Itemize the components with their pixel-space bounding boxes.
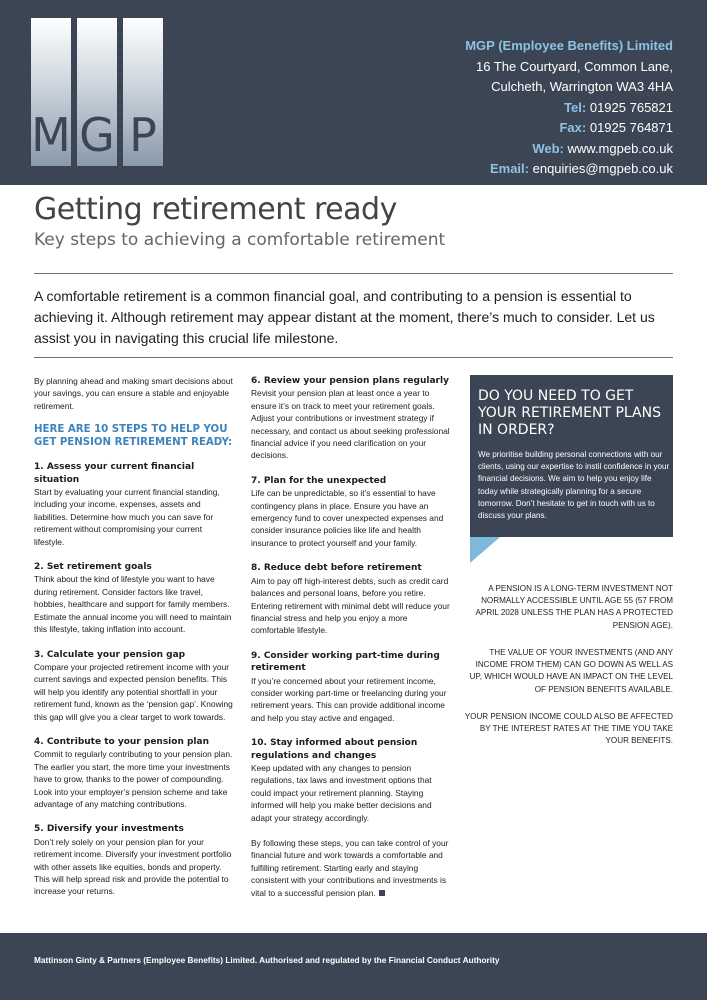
step-1	[34, 461, 234, 548]
web-line	[465, 139, 673, 160]
column-middle	[251, 375, 451, 899]
step-body: Revisit your pension plan at least once a year to ensure it’s on track to meet your retirement goals. Adjust your contributions or investment strategy if necessary, and contact us about seeking professional financial advice if you need clarification on your decisions.	[251, 388, 450, 461]
callout-body: We prioritise building personal connections with our clients, using our expertise to instil confidence in your financial decisions. We aim to help you enjoy life today while strategically planning for a secure tomorrow. Don’t hesitate to get in touch with us to discuss your plans.	[478, 450, 670, 521]
footer-text: Mattinson Ginty & Partners (Employee Benefits) Limited. Authorised and regulated by the Financial Conduct Authority	[34, 955, 500, 965]
step-body: Commit to regularly contributing to your pension plan. The earlier you start, the more time your investments have to grow, thanks to the power of compounding. Look into your employer’s pension scheme and take advantage of any matching contributions.	[34, 749, 233, 809]
web-label: Web:	[532, 140, 564, 156]
email-label: Email:	[489, 161, 529, 176]
step-7	[251, 475, 451, 549]
header-band	[0, 0, 707, 185]
step-5	[34, 823, 234, 897]
step-heading: 2. Set retirement goals	[34, 562, 152, 573]
logo-letter-g: G	[79, 108, 115, 162]
step-heading: 9. Consider working part-time during retirement	[251, 650, 440, 674]
contact-block	[465, 36, 673, 180]
step-heading: 4. Contribute to your pension plan	[34, 736, 209, 747]
step-4	[34, 736, 234, 810]
footer-band	[0, 933, 707, 1000]
step-body: Life can be unpredictable, so it’s essential to have contingency plans in place. Ensure you have an emergency fund to cover unexpected expenses and consider insurance policies like life and health insurance to protect yourself and your family.	[251, 488, 444, 548]
step-10	[251, 737, 451, 824]
steps-heading: HERE ARE 10 STEPS TO HELP YOU GET PENSION RETIREMENT READY:	[34, 424, 233, 449]
tel-line	[465, 98, 673, 119]
email-line	[465, 159, 673, 180]
divider	[34, 273, 673, 274]
step-3	[34, 649, 234, 723]
step-body: Keep updated with any changes to pension regulations, tax laws and investment options that could impact your retirement planning. Staying informed will help you make better decisions and adapt your strategy accordingly.	[251, 762, 432, 823]
address-line-2: Culcheth, Warrington WA3 4HA	[491, 79, 673, 94]
fax-number: 01925 764871	[589, 120, 673, 135]
step-9	[251, 650, 451, 724]
disclaimer: THE VALUE OF YOUR INVESTMENTS (AND ANY INCOME FROM THEM) CAN GO DOWN AS WELL AS UP, WHICH WOULD HAVE AN IMPACT ON THE LEVEL OF PENSION BENEFITS AVAILABLE.	[469, 648, 673, 694]
column-left	[34, 375, 234, 911]
step-heading: 6. Review your pension plans regularly	[251, 376, 449, 386]
step-heading: 8. Reduce debt before retirement	[251, 563, 422, 574]
disclaimer: YOUR PENSION INCOME COULD ALSO BE AFFECTED BY THE INTEREST RATES AT THE TIME YOU TAKE YOUR BENEFITS.	[464, 712, 673, 746]
callout-box	[470, 375, 673, 537]
divider	[34, 357, 673, 358]
logo-letter-p: P	[129, 108, 157, 162]
closing-paragraph	[251, 837, 451, 899]
callout-pointer-icon	[470, 537, 500, 563]
callout-heading: DO YOU NEED TO GET YOUR RETIREMENT PLANS IN ORDER?	[478, 388, 661, 438]
web-link[interactable]: www.mgpeb.co.uk	[567, 140, 673, 156]
fax-line	[465, 118, 673, 139]
address-line-1: 16 The Courtyard, Common Lane,	[475, 58, 673, 74]
email-link[interactable]: enquiries@mgpeb.co.uk	[532, 161, 673, 176]
step-6	[251, 375, 451, 462]
tel-number[interactable]: 01925 765821	[589, 99, 673, 115]
page-subtitle: Key steps to achieving a comfortable retirement	[34, 230, 446, 250]
lead-paragraph: By planning ahead and making smart decisions about your savings, you can ensure a stable and enjoyable retirement.	[34, 376, 233, 411]
disclaimer: A PENSION IS A LONG-TERM INVESTMENT NOT NORMALLY ACCESSIBLE UNTIL AGE 55 (57 FROM APRIL 2028 UNLESS THE PLAN HAS A PROTECTED PENSION AGE).	[475, 584, 673, 630]
step-heading: 1. Assess your current financial situation	[34, 462, 195, 485]
step-body: Compare your projected retirement income with your current savings and expected pension benefits. This will help you identify any potential shortfall in your retirement fund, known as the ‘pension gap’. Knowing this gap will give you a clear target to work towards.	[34, 661, 233, 722]
step-2	[34, 561, 234, 635]
page-title: Getting retirement ready	[34, 192, 397, 227]
fax-label: Fax:	[559, 120, 587, 135]
step-8	[251, 562, 451, 636]
step-body: Don’t rely solely on your pension plan for your retirement income. Diversify your investment portfolio with other assets like equities, bonds and property. This will help spread risk and provide the potential to increase your returns.	[34, 836, 232, 897]
step-heading: 5. Diversify your investments	[34, 824, 184, 835]
company-name: MGP (Employee Benefits) Limited	[465, 38, 673, 53]
step-heading: 7. Plan for the unexpected	[251, 475, 387, 486]
tel-label: Tel:	[564, 99, 587, 115]
step-body: Start by evaluating your current financial standing, including your income, expenses, assets and liabilities. Determine how much you can save for retirement without compromising your current lifestyle.	[34, 487, 220, 547]
closing-text: By following these steps, you can take control of your financial future and work towards a comfortable and fulfilling retirement. Starting early and staying consistent with your contributions and investments is vital to a successful pension plan.	[251, 838, 449, 898]
logo-letter-m: M	[31, 108, 71, 162]
intro-paragraph: A comfortable retirement is a common financial goal, and contributing to a pension is essential to achieving it. Although retirement may appear distant at the moment, there’s much to consider. Let us assist you in navigating this crucial life milestone.	[34, 288, 655, 346]
step-body: Think about the kind of lifestyle you want to have during retirement. Consider factors like travel, hobbies, healthcare and support for family members. Estimate the annual income you will need to maintain this lifestyle, taking inflation into account.	[34, 574, 232, 635]
step-heading: 10. Stay informed about pension regulations and changes	[251, 738, 418, 761]
step-heading: 3. Calculate your pension gap	[34, 649, 186, 660]
step-body: If you’re concerned about your retirement income, consider working part-time or freelancing during your retirement years. This can provide additional income and help you stay active and engaged.	[251, 675, 447, 723]
end-mark-icon	[379, 890, 385, 896]
step-body: Aim to pay off high-interest debts, such as credit card balances and personal loans, before you retire. Entering retirement with minimal debt will reduce your financial stress and help you enjoy a more comfortable lifestyle.	[251, 575, 450, 636]
